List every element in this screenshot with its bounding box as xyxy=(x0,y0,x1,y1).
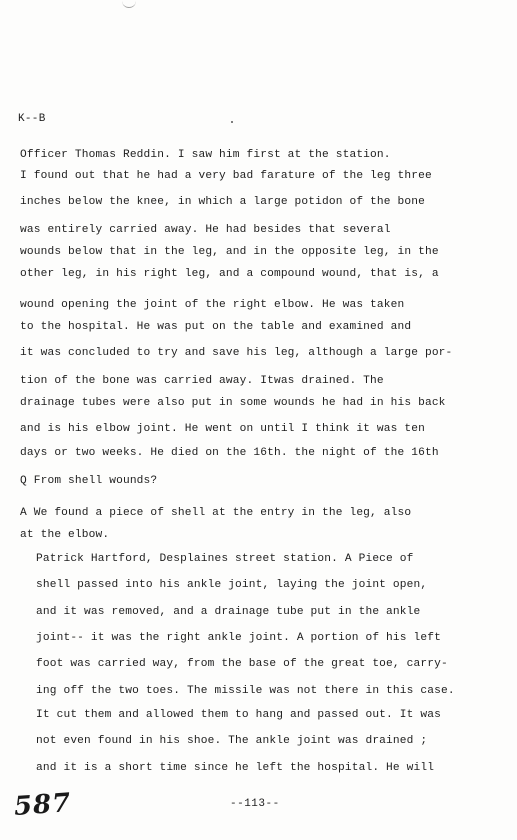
document-header-ref: K--B xyxy=(18,113,46,125)
body-line: inches below the knee, in which a large potidon of the bone xyxy=(20,196,425,208)
body-line: drainage tubes were also put in some wounds he had in his back xyxy=(20,397,446,409)
ink-speck xyxy=(231,121,233,123)
body-line: ing off the two toes. The missile was not there in this case. xyxy=(36,685,455,697)
handwritten-folio-number: 587 xyxy=(13,788,73,822)
body-line: not even found in his shoe. The ankle joint was drained ; xyxy=(36,735,428,747)
body-line: Patrick Hartford, Desplaines street station. A Piece of xyxy=(36,553,414,565)
body-line: was entirely carried away. He had besides that several xyxy=(20,224,391,236)
body-line: Q From shell wounds? xyxy=(20,475,158,487)
body-line: tion of the bone was carried away. Itwas drained. The xyxy=(20,375,384,387)
body-line: joint-- it was the right ankle joint. A portion of his left xyxy=(36,632,441,644)
body-line: it was concluded to try and save his leg, although a large por- xyxy=(20,347,453,359)
body-line: to the hospital. He was put on the table and examined and xyxy=(20,321,412,333)
body-line: wound opening the joint of the right elbow. He was taken xyxy=(20,299,405,311)
body-line: It cut them and allowed them to hang and passed out. It was xyxy=(36,709,441,721)
body-line: shell passed into his ankle joint, laying the joint open, xyxy=(36,579,428,591)
body-line: other leg, in his right leg, and a compound wound, that is, a xyxy=(20,268,439,280)
page-number: --113-- xyxy=(230,798,280,810)
body-line: and it is a short time since he left the hospital. He will xyxy=(36,762,435,774)
body-line: foot was carried way, from the base of the great toe, carry- xyxy=(36,658,448,670)
body-line: days or two weeks. He died on the 16th. the night of the 16th xyxy=(20,447,439,459)
body-line: and it was removed, and a drainage tube put in the ankle xyxy=(36,606,421,618)
body-line: and is his elbow joint. He went on until I think it was ten xyxy=(20,423,425,435)
body-line: Officer Thomas Reddin. I saw him first at the station. xyxy=(20,149,391,161)
body-line: A We found a piece of shell at the entry in the leg, also xyxy=(20,507,412,519)
body-line: at the elbow. xyxy=(20,529,110,541)
body-line: I found out that he had a very bad farature of the leg three xyxy=(20,170,432,182)
body-line: wounds below that in the leg, and in the opposite leg, in the xyxy=(20,246,439,258)
punch-mark-icon xyxy=(122,0,136,8)
